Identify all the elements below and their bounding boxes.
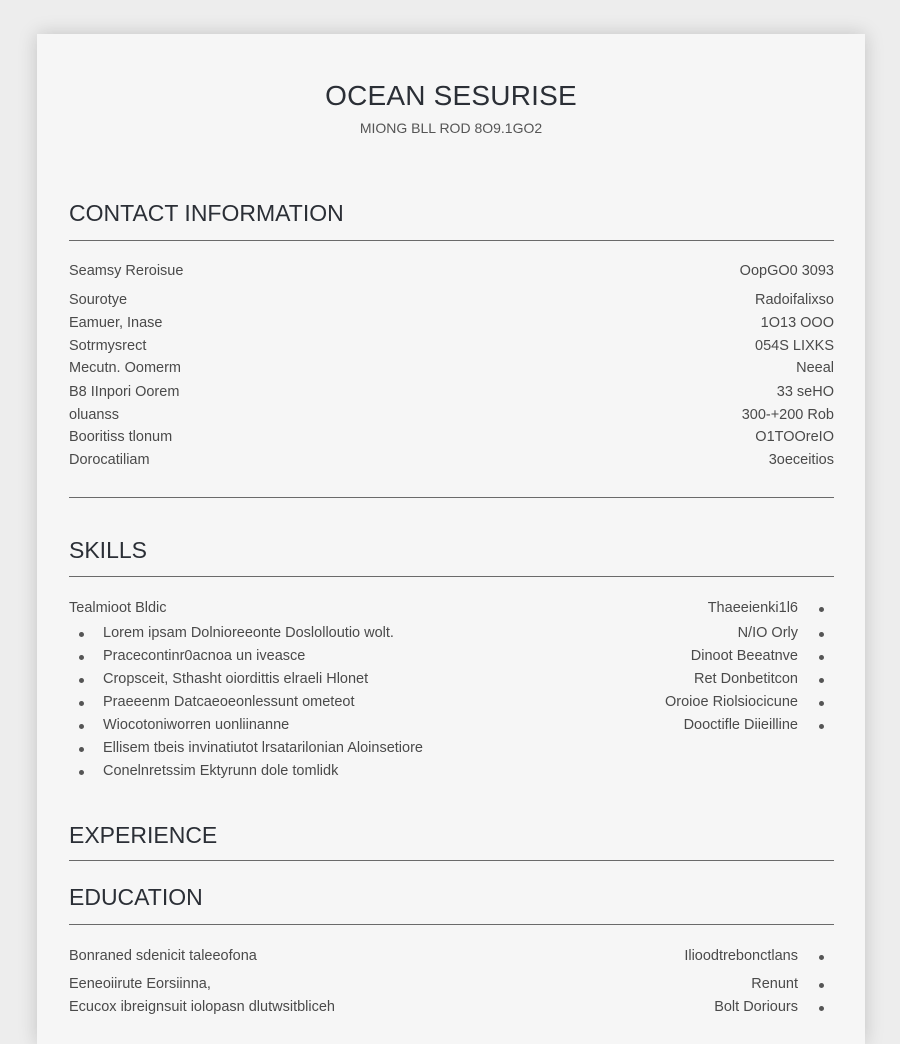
education-row (69, 948, 834, 968)
skill-item: Conelnretssim Ektyrunn dole tomlidk (103, 763, 339, 779)
contact-value: O1TOOreIO (755, 429, 834, 445)
skills-divider (69, 576, 834, 577)
skill-item: Lorem ipsam Dolnioreeonte Doslolloutio wolt. (103, 625, 394, 641)
resume-name: OCEAN SESURISE (325, 80, 577, 111)
contact-row (69, 384, 834, 404)
bullet-icon (819, 983, 824, 988)
contact-label: Seamsy Reroisue (69, 263, 184, 279)
contact-label: Dorocatiliam (69, 452, 150, 468)
contact-value: Radoifalixso (755, 292, 834, 308)
skill-right-row (69, 717, 834, 737)
contact-heading: CONTACT INFORMATION (69, 200, 344, 226)
contact-row (69, 407, 834, 427)
contact-value: 054S LIXKS (755, 338, 834, 354)
resume-page (37, 34, 865, 1044)
contact-label: Booritiss tlonum (69, 429, 173, 445)
bullet-icon (819, 607, 824, 612)
contact-label: Sourotye (69, 292, 128, 308)
contact-value: 3oeceitios (768, 452, 834, 468)
contact-label: Eamuer, Inase (69, 315, 163, 331)
skills-header-left: Tealmioot Bldic (69, 600, 167, 616)
skill-item: Wiocotoniworren uonliinanne (103, 717, 290, 733)
education-label: Ecucox ibreignsuit iolopasn dlutwsitbliceh (69, 999, 335, 1015)
bullet-icon (819, 955, 824, 960)
contact-row (69, 338, 834, 358)
education-value: Ilioodtrebonctlans (684, 948, 798, 964)
bullet-icon (79, 747, 84, 752)
education-value: Bolt Doriours (714, 999, 798, 1015)
skills-header-right: Thaeeienki1l6 (707, 600, 798, 616)
contact-value: 33 seHO (776, 384, 834, 400)
education-heading: EDUCATION (69, 884, 203, 910)
skill-item: Cropsceit, Sthasht oiordittis elraeli Hlonet (103, 671, 369, 687)
contact-label: Mecutn. Oomerm (69, 360, 181, 376)
education-label: Bonraned sdenicit taleeofona (69, 948, 257, 964)
skill-item: Ellisem tbeis invinatiutot lrsatarilonian Aloinsetiore (103, 740, 423, 756)
contact-value: OopGO0 3093 (739, 263, 834, 279)
skill-right-item: Ret Donbetitcon (694, 671, 798, 687)
bullet-icon (79, 770, 84, 775)
contact-label: oluanss (69, 407, 119, 423)
skill-item: Praeeenm Datcaeoeonlessunt ometeot (103, 694, 355, 710)
bullet-icon (819, 1006, 824, 1011)
bullet-icon (819, 701, 824, 706)
contact-label: B8 IInpori Oorem (69, 384, 180, 400)
bullet-icon (819, 678, 824, 683)
contact-divider (69, 240, 834, 241)
education-label: Eeneoiirute Eorsiinna, (69, 976, 211, 992)
contact-row (69, 315, 834, 335)
contact-row (69, 452, 834, 472)
skill-right-item: Dooctifle Diieilline (683, 717, 798, 733)
skills-heading: SKILLS (69, 537, 147, 563)
contact-row (69, 360, 834, 380)
contact-row (69, 429, 834, 449)
section-divider (69, 497, 834, 498)
contact-value: 1O13 OOO (760, 315, 834, 331)
contact-row (69, 292, 834, 312)
education-row (69, 976, 834, 996)
contact-value: 300-+200 Rob (741, 407, 834, 423)
contact-row (69, 263, 834, 283)
bullet-icon (819, 632, 824, 637)
skill-right-row (69, 671, 834, 691)
experience-heading: EXPERIENCE (69, 822, 218, 848)
skill-right-item: Dinoot Beeatnve (690, 648, 798, 664)
experience-divider (69, 860, 834, 861)
education-value: Renunt (751, 976, 798, 992)
contact-label: Sotrmysrect (69, 338, 147, 354)
skill-right-item: N/IO Orly (737, 625, 798, 641)
skill-item: Pracecontinr0acnoa un iveasce (103, 648, 306, 664)
contact-value: Neeal (796, 360, 834, 376)
bullet-icon (819, 655, 824, 660)
education-divider (69, 924, 834, 925)
resume-subtitle: MIONG BLL ROD 8O9.1GO2 (359, 120, 543, 136)
bullet-icon (819, 724, 824, 729)
education-row (69, 999, 834, 1019)
skill-right-row (69, 625, 834, 645)
skill-right-row (69, 648, 834, 668)
skill-right-row (69, 694, 834, 714)
skills-header-row (69, 600, 834, 620)
skill-right-item: Oroioe Riolsiocicune (665, 694, 798, 710)
